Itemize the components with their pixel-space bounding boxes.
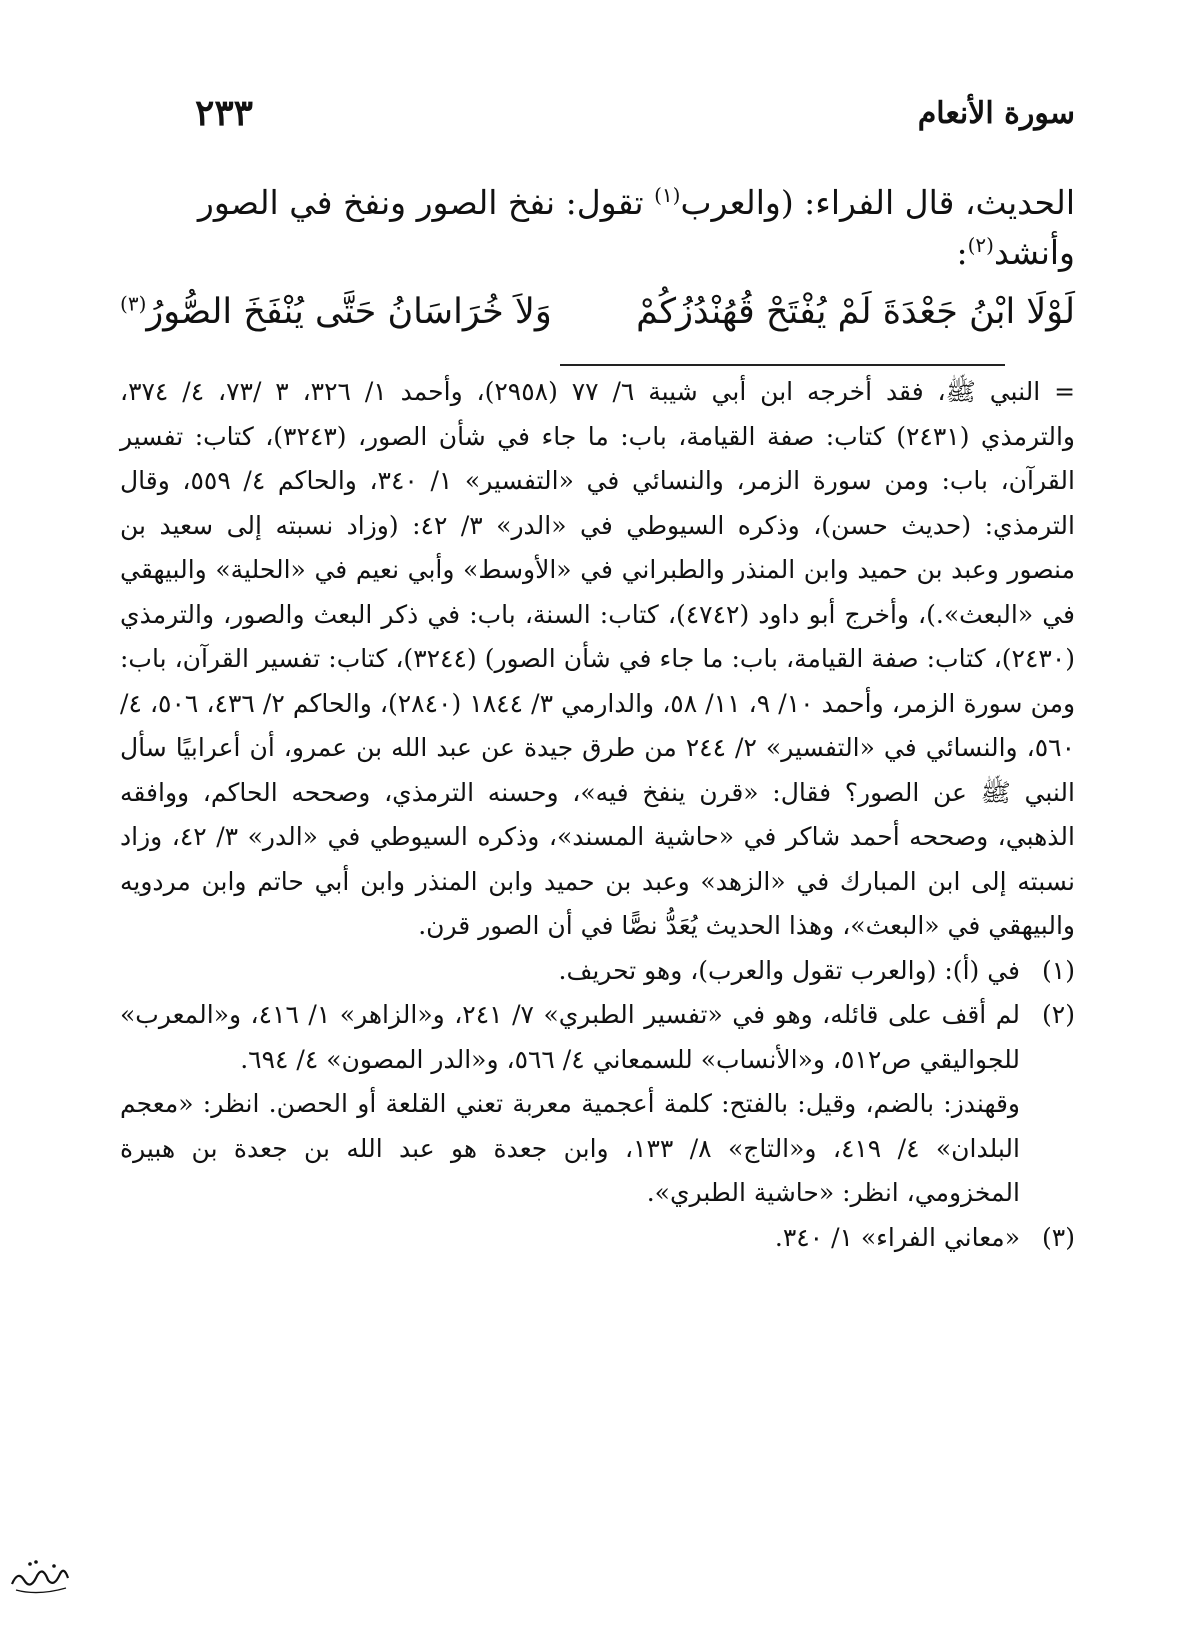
page-header	[195, 92, 1075, 142]
publisher-logo	[8, 1550, 72, 1598]
footnote-text: في (أ): (والعرب تقول والعرب)، وهو تحريف.	[558, 955, 1020, 985]
footnote-text: لم أقف على قائله، وهو في «تفسير الطبري» ٧/ ٢٤١، و«الزاهر» ١/ ٤١٦، و«المعرب» للجواليقي ص٥١٢، و«الأنساب» للسمعاني ٤/ ٥٦٦، و«الدر المصون» ٤/ ٦٩٤.	[120, 1000, 1021, 1074]
footnote-1	[120, 949, 1075, 994]
footnote-separator	[560, 364, 1005, 366]
verse-second-hemistich-text: وَلاَ خُرَاسَانُ حَتَّى يُنْفَخَ الصُّورُ	[146, 292, 552, 332]
footnote-number: (٢)	[1042, 1000, 1075, 1029]
verse-second-hemistich	[120, 292, 552, 332]
main-line	[120, 178, 1075, 228]
footnote-3	[120, 1216, 1075, 1261]
footnote-number: (١)	[1042, 955, 1075, 985]
footnote-text: «معاني الفراء» ١/ ٣٤٠.	[774, 1222, 1020, 1252]
main-line	[120, 228, 1075, 278]
poetry-verse	[120, 292, 1075, 348]
main-body-text	[120, 178, 1075, 278]
footnote-continuation: = النبي ﷺ، فقد أخرجه ابن أبي شيبة ٦/ ٧٧ (٢٩٥٨)، وأحمد ١/ ٣٢٦، ٣ /٧٣، ٤/ ٣٧٤، والترمذي (٢٤٣١) كتاب: صفة القيامة، باب: ما جاء في شأن الصور، (٣٢٤٣)، كتاب: تفسير القرآن، باب: ومن سورة الزمر، والنسائي في «التفسير» ١/ ٣٤٠، والحاكم ٤/ ٥٥٩، وقال الترمذي: (حديث حسن)، وذكره السيوطي في «الدر» ٣/ ٤٢: (وزاد نسبته إلى سعيد بن منصور وعبد بن حميد وابن المنذر والطبراني في «الأوسط» وأبي نعيم في «الحلية» والبيهقي في «البعث».)، وأخرج أبو داود (٤٧٤٢)، كتاب: السنة، باب: في ذكر البعث والصور، والترمذي (٢٤٣٠)، كتاب: صفة القيامة، باب: ما جاء في شأن الصور) (٣٢٤٤)، كتاب: تفسير القرآن، باب: ومن سورة الزمر، وأحمد ١٠/ ٩، ١١/ ٥٨، والدارمي ٣/ ١٨٤٤ (٢٨٤٠)، والحاكم ٢/ ٤٣٦، ٥٠٦، ٤/ ٥٦٠، والنسائي في «التفسير» ٢/ ٢٤٤ من طرق جيدة عن عبد الله بن عمرو، أن أعرابيًا سأل النبي ﷺ عن الصور؟ فقال: «قرن ينفخ فيه»، وحسنه الترمذي، وصححه الحاكم، ووافقه الذهبي، وصححه أحمد شاكر في «حاشية المسند»، وذكره السيوطي في «الدر» ٣/ ٤٢، وزاد نسبته إلى ابن المبارك في «الزهد» وعبد بن حميد وابن المنذر وابن أبي حاتم وابن مردويه والبيهقي في «البعث»، وهذا الحديث يُعَدُّ نصًّا في أن الصور قرن.	[120, 377, 1076, 940]
main-line-1-rest: تقول: نفخ الصور ونفخ في الصور	[197, 183, 655, 222]
footnotes-section	[120, 370, 1075, 1260]
footnote-ref-1: (١)	[654, 183, 681, 207]
footnote-2	[120, 993, 1075, 1082]
running-title: سورة الأنعام	[917, 96, 1075, 131]
main-line-2-text: وأنشد	[993, 233, 1075, 272]
footnote-ref-3: (٣)	[120, 291, 147, 316]
verse-first-hemistich: لَوْلَا ابْنُ جَعْدَةَ لَمْ يُفْتَحْ قُهُنْدُزُكُمْ	[636, 292, 1075, 332]
publisher-logo-graphic	[8, 1550, 72, 1598]
main-line-2-rest: :	[956, 233, 968, 272]
footnote-2-paragraph-2: وقهندز: بالضم، وقيل: بالفتح: كلمة أعجمية معربة تعني القلعة أو الحصن. انظر: «معجم البلدان» ٤/ ٤١٩، و«التاج» ٨/ ١٣٣، وابن جعدة هو عبد الله بن جعدة بن هبيرة المخزومي، انظر: «حاشية الطبري».	[120, 1089, 1020, 1207]
footnote-number: (٣)	[1042, 1222, 1075, 1252]
main-line-1-text: الحديث، قال الفراء: (والعرب	[680, 183, 1075, 222]
page-number: ٢٣٣	[195, 92, 254, 134]
footnote-ref-2: (٢)	[967, 233, 994, 257]
